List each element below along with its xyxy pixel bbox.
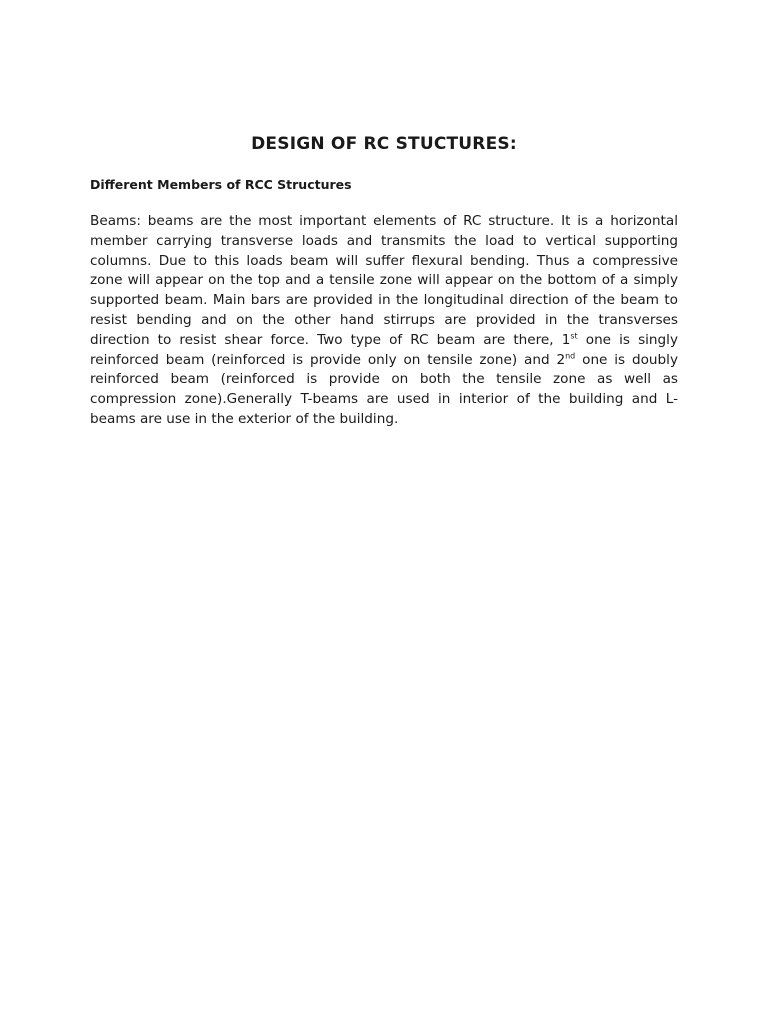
paragraph-text-part-2: one is singly reinforced beam (reinforced is provide only on tensile zone) and 2 [90,331,678,368]
document-title: DESIGN OF RC STUCTURES: [251,134,517,154]
paragraph-text-part-1: Beams: beams are the most important elements of RC structure. It is a horizontal member carrying transverse loads and transmits the load to vertical supporting columns. Due to this loads beam will suffer flexural bending. Thus a compressive zone will appear on the top and a tensile zone will appear on the bottom of a simply supported beam. Main bars are provided in the longitudinal direction of the beam to resist bending and on the other hand stirrups are provided in the transverses direction to resist shear force. Two type of RC beam are there, 1 [90,213,678,348]
paragraph-text-part-3: one is doubly reinforced beam (reinforced is provide on both the tensile zone as well as compression zone).Generally T-beams are used in interior of the building and L-beams are use in the exterior of the building. [90,351,678,427]
body-paragraph [90,212,678,430]
superscript-st: st [570,331,578,341]
superscript-nd: nd [565,351,576,361]
section-heading: Different Members of RCC Structures [90,177,352,192]
